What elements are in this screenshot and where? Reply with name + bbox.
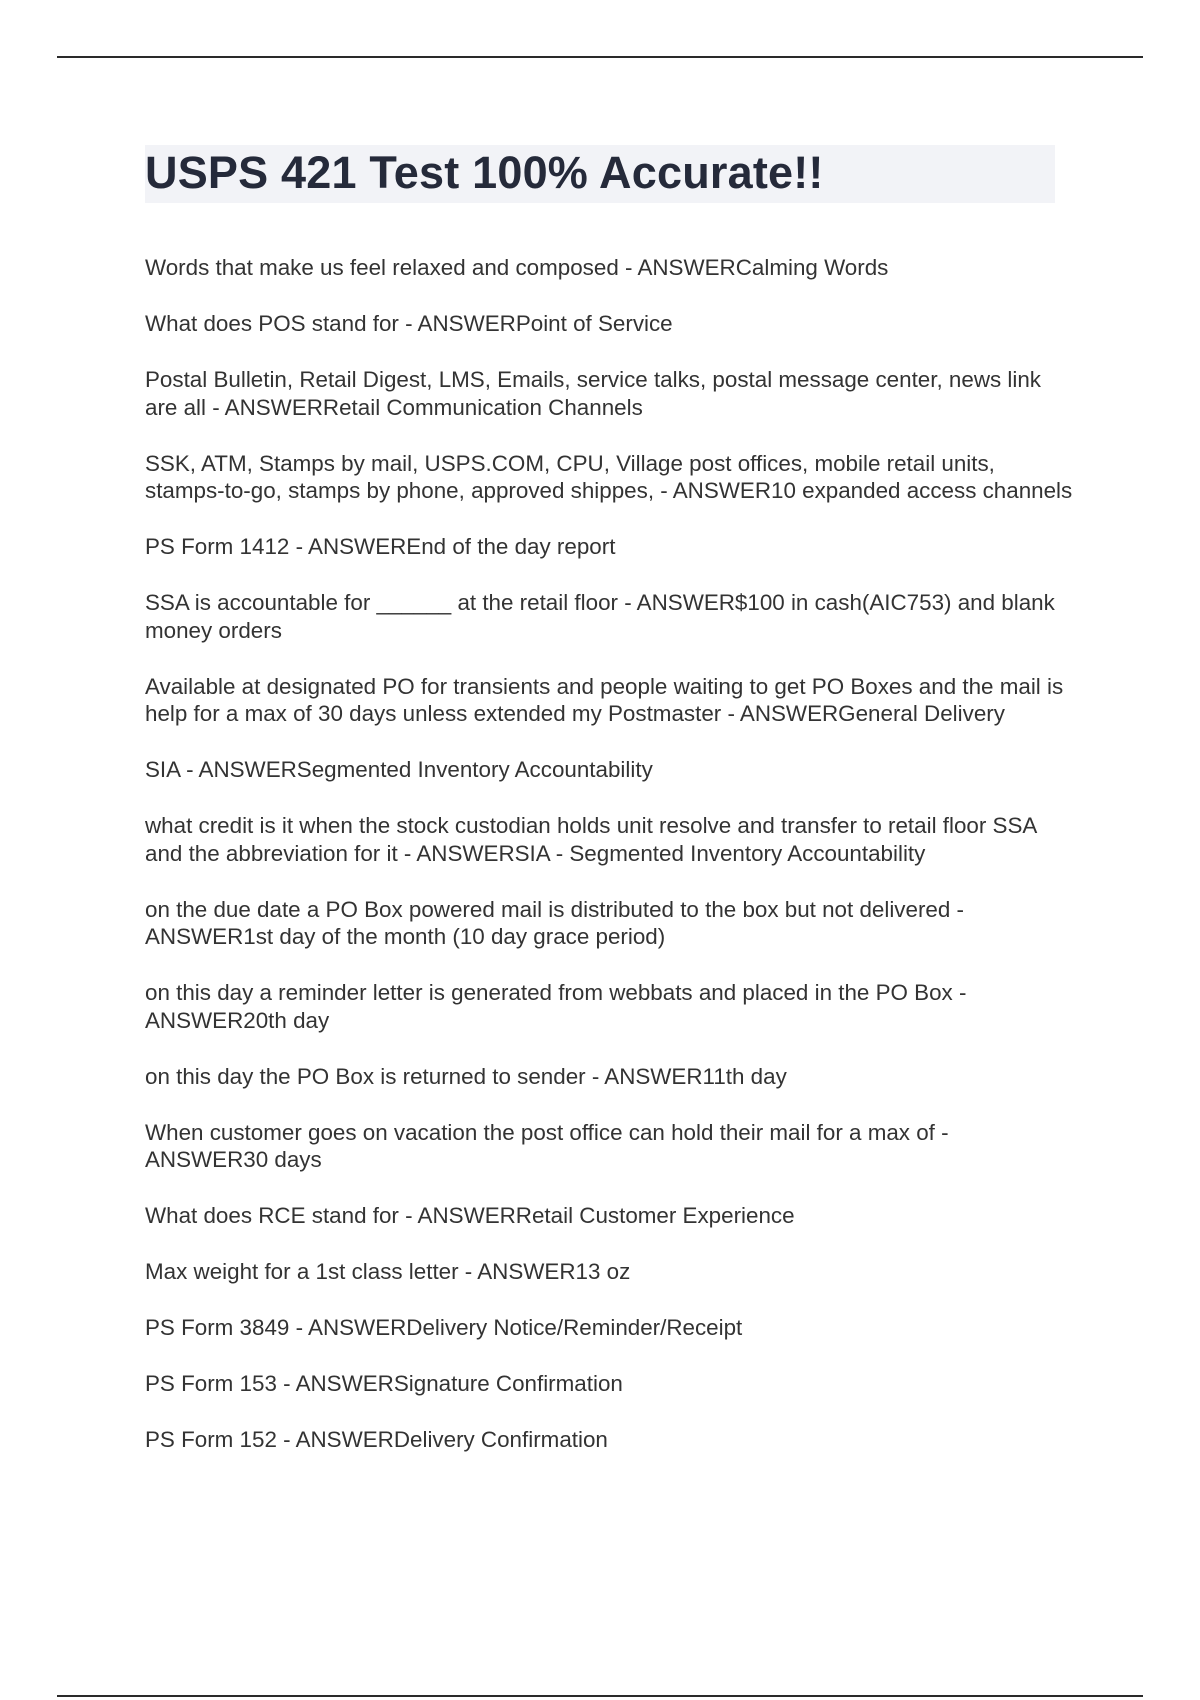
qa-item: on this day a reminder letter is generated from webbats and placed in the PO Box - ANSWER20th day <box>145 980 967 1033</box>
qa-list <box>145 254 1075 1482</box>
qa-item: Max weight for a 1st class letter - ANSWER13 oz <box>145 1259 631 1284</box>
qa-item: Postal Bulletin, Retail Digest, LMS, Emails, service talks, postal message center, news link are all - ANSWERRetail Communication Channels <box>145 367 1041 420</box>
qa-item: PS Form 153 - ANSWERSignature Confirmation <box>145 1371 623 1396</box>
qa-item: on the due date a PO Box powered mail is distributed to the box but not delivered - ANSWER1st day of the month (10 day grace period) <box>145 896 964 949</box>
qa-item: What does RCE stand for - ANSWERRetail Customer Experience <box>145 1203 795 1228</box>
bottom-rule <box>57 1695 1143 1697</box>
document-title: USPS 421 Test 100% Accurate!! <box>145 147 824 198</box>
qa-item: PS Form 3849 - ANSWERDelivery Notice/Reminder/Receipt <box>145 1315 743 1340</box>
qa-item: what credit is it when the stock custodian holds unit resolve and transfer to retail floor SSA and the abbreviation for it - ANSWERSIA - Segmented Inventory Accountability <box>145 813 1037 866</box>
qa-item: SSK, ATM, Stamps by mail, USPS.COM, CPU, Village post offices, mobile retail units, stamps-to-go, stamps by phone, approved shippes, - ANSWER10 expanded access channels <box>145 450 1073 503</box>
top-rule <box>57 56 1143 58</box>
qa-item: Available at designated PO for transients and people waiting to get PO Boxes and the mail is help for a max of 30 days unless extended my Postmaster - ANSWERGeneral Delivery <box>145 673 1064 726</box>
qa-item: When customer goes on vacation the post office can hold their mail for a max of - ANSWER30 days <box>145 1119 949 1172</box>
qa-item: What does POS stand for - ANSWERPoint of Service <box>145 311 673 336</box>
qa-item: Words that make us feel relaxed and composed - ANSWERCalming Words <box>145 255 889 280</box>
qa-item: SIA - ANSWERSegmented Inventory Accountability <box>145 757 653 782</box>
qa-item: SSA is accountable for ______ at the retail floor - ANSWER$100 in cash(AIC753) and blank money orders <box>145 590 1055 643</box>
qa-item: PS Form 152 - ANSWERDelivery Confirmation <box>145 1427 608 1452</box>
qa-item: on this day the PO Box is returned to sender - ANSWER11th day <box>145 1063 787 1089</box>
qa-item: PS Form 1412 - ANSWEREnd of the day report <box>145 534 616 559</box>
